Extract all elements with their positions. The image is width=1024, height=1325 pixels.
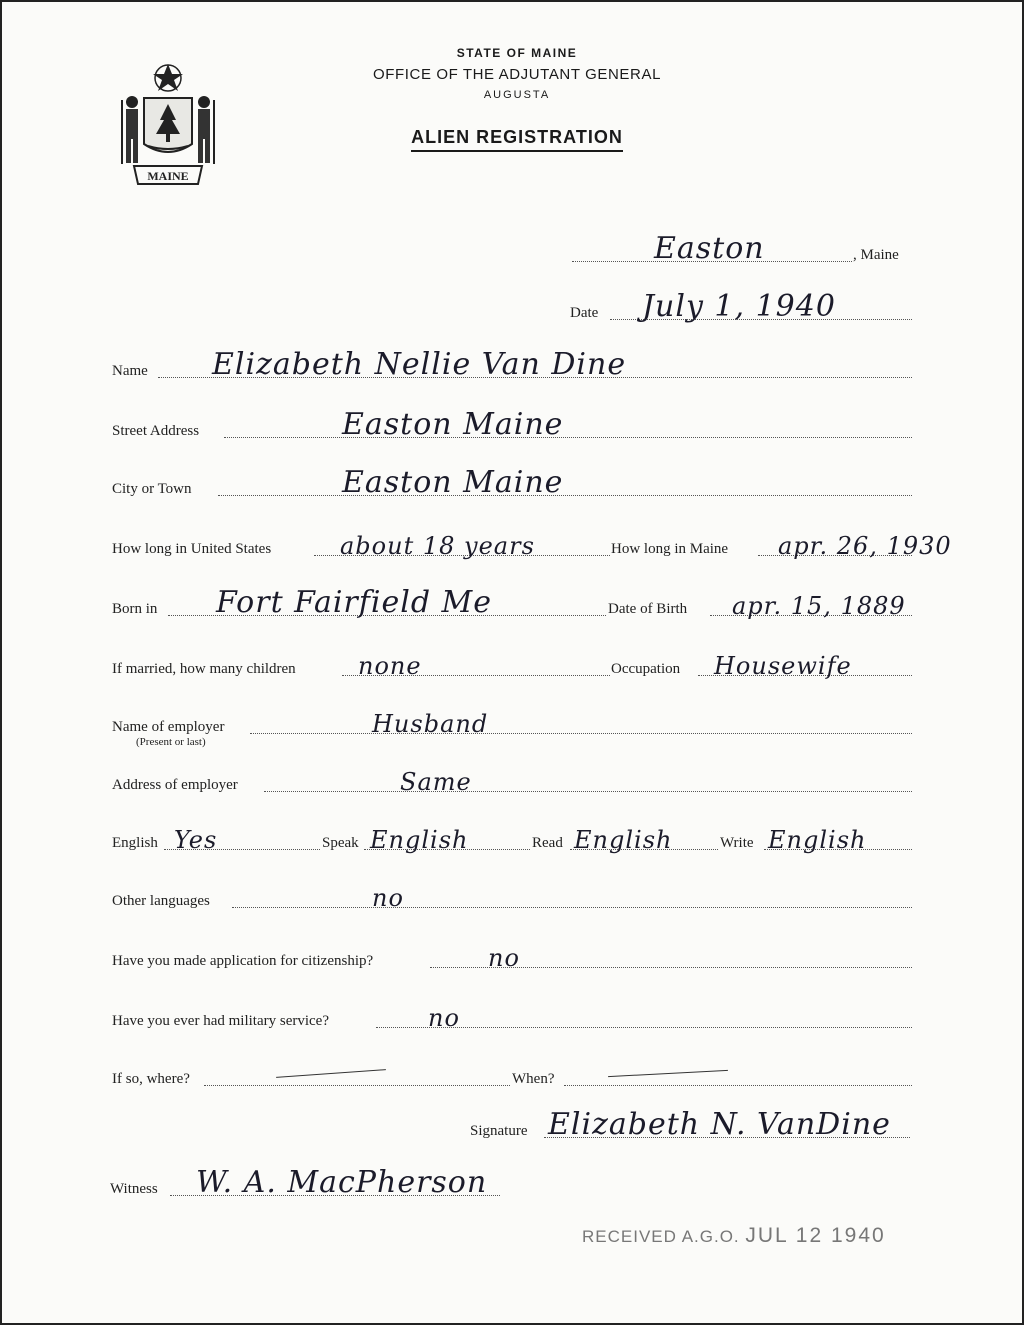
english-value: Yes <box>174 826 218 854</box>
city-value: Easton Maine <box>342 465 564 500</box>
when-label: When? <box>512 1071 555 1087</box>
row-citizenship <box>112 944 912 974</box>
signature-label: Signature <box>470 1123 528 1139</box>
row-town <box>572 231 917 268</box>
row-other-languages <box>112 884 912 914</box>
employer-sub-label: (Present or last) <box>136 736 206 748</box>
row-date <box>570 289 912 326</box>
write-value: English <box>768 826 867 854</box>
other-languages-label: Other languages <box>112 893 210 909</box>
stamp-date: JUL 12 1940 <box>745 1224 886 1247</box>
employer-address-label: Address of employer <box>112 777 238 793</box>
employer-address-value: Same <box>400 768 472 796</box>
born-in-label: Born in <box>112 601 158 617</box>
read-label: Read <box>532 835 563 851</box>
row-birth <box>112 585 912 622</box>
street-value: Easton Maine <box>342 407 564 442</box>
street-label: Street Address <box>112 423 200 439</box>
row-city <box>112 465 912 502</box>
citizenship-label: Have you made application for citizenship? <box>112 953 374 969</box>
witness-value: W. A. MacPherson <box>196 1165 488 1200</box>
how-long-us-value: about 18 years <box>340 532 535 560</box>
citizenship-value: no <box>488 944 520 972</box>
other-languages-value: no <box>372 884 404 912</box>
row-street-address <box>112 407 912 444</box>
header-city: AUGUSTA <box>483 89 551 101</box>
signature-value: Elizabeth N. VanDine <box>548 1107 891 1142</box>
dob-value: apr. 15, 1889 <box>732 592 906 620</box>
row-witness <box>110 1165 510 1202</box>
occupation-label: Occupation <box>611 661 681 677</box>
row-where-when <box>112 1062 912 1092</box>
children-value: none <box>358 652 422 680</box>
speak-label: Speak <box>322 835 359 851</box>
seal-text: MAINE <box>147 169 189 183</box>
employer-value: Husband <box>372 710 489 738</box>
row-name <box>112 347 912 384</box>
town-value: Easton <box>654 231 765 266</box>
header-state: STATE OF MAINE <box>456 46 578 60</box>
row-military <box>112 1004 912 1034</box>
speak-value: English <box>370 826 469 854</box>
employer-label: Name of employer <box>112 719 225 735</box>
where-label: If so, where? <box>112 1071 190 1087</box>
how-long-us-label: How long in United States <box>112 541 272 557</box>
write-label: Write <box>720 835 754 851</box>
read-value: English <box>574 826 673 854</box>
military-value: no <box>428 1004 460 1032</box>
row-children-occupation <box>112 652 912 682</box>
dob-label: Date of Birth <box>608 601 688 617</box>
children-label: If married, how many children <box>112 661 296 677</box>
where-dash <box>276 1069 386 1078</box>
occupation-value: Housewife <box>714 652 852 680</box>
how-long-maine-label: How long in Maine <box>611 541 729 557</box>
date-label: Date <box>570 305 599 321</box>
maine-state-seal-icon <box>114 60 222 188</box>
stamp-prefix: RECEIVED A.G.O. <box>582 1227 740 1246</box>
header-office: OFFICE OF THE ADJUTANT GENERAL <box>372 66 662 83</box>
born-in-value: Fort Fairfield Me <box>216 585 493 620</box>
witness-label: Witness <box>110 1181 158 1197</box>
received-stamp <box>582 1224 886 1248</box>
form-title: ALIEN REGISTRATION <box>411 127 623 152</box>
how-long-maine-value: apr. 26, 1930 <box>778 532 952 560</box>
row-employer-address <box>112 768 912 798</box>
military-label: Have you ever had military service? <box>112 1013 329 1029</box>
name-value: Elizabeth Nellie Van Dine <box>212 347 627 382</box>
row-employer <box>112 710 912 740</box>
row-english <box>112 826 912 856</box>
maine-label: , Maine <box>853 247 899 263</box>
english-label: English <box>112 835 158 851</box>
when-dash <box>608 1070 728 1077</box>
row-how-long <box>112 532 952 562</box>
name-label: Name <box>112 363 148 379</box>
city-label: City or Town <box>112 481 192 497</box>
date-value: July 1, 1940 <box>642 289 836 324</box>
form-header <box>302 46 732 152</box>
row-signature <box>470 1107 910 1144</box>
